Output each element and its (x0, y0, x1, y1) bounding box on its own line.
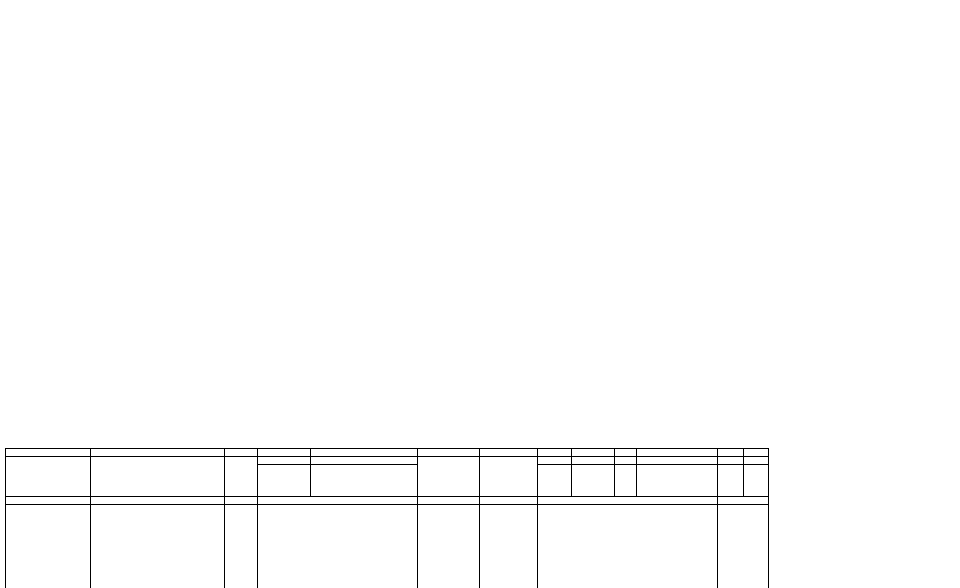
tariff-table (5, 448, 769, 588)
